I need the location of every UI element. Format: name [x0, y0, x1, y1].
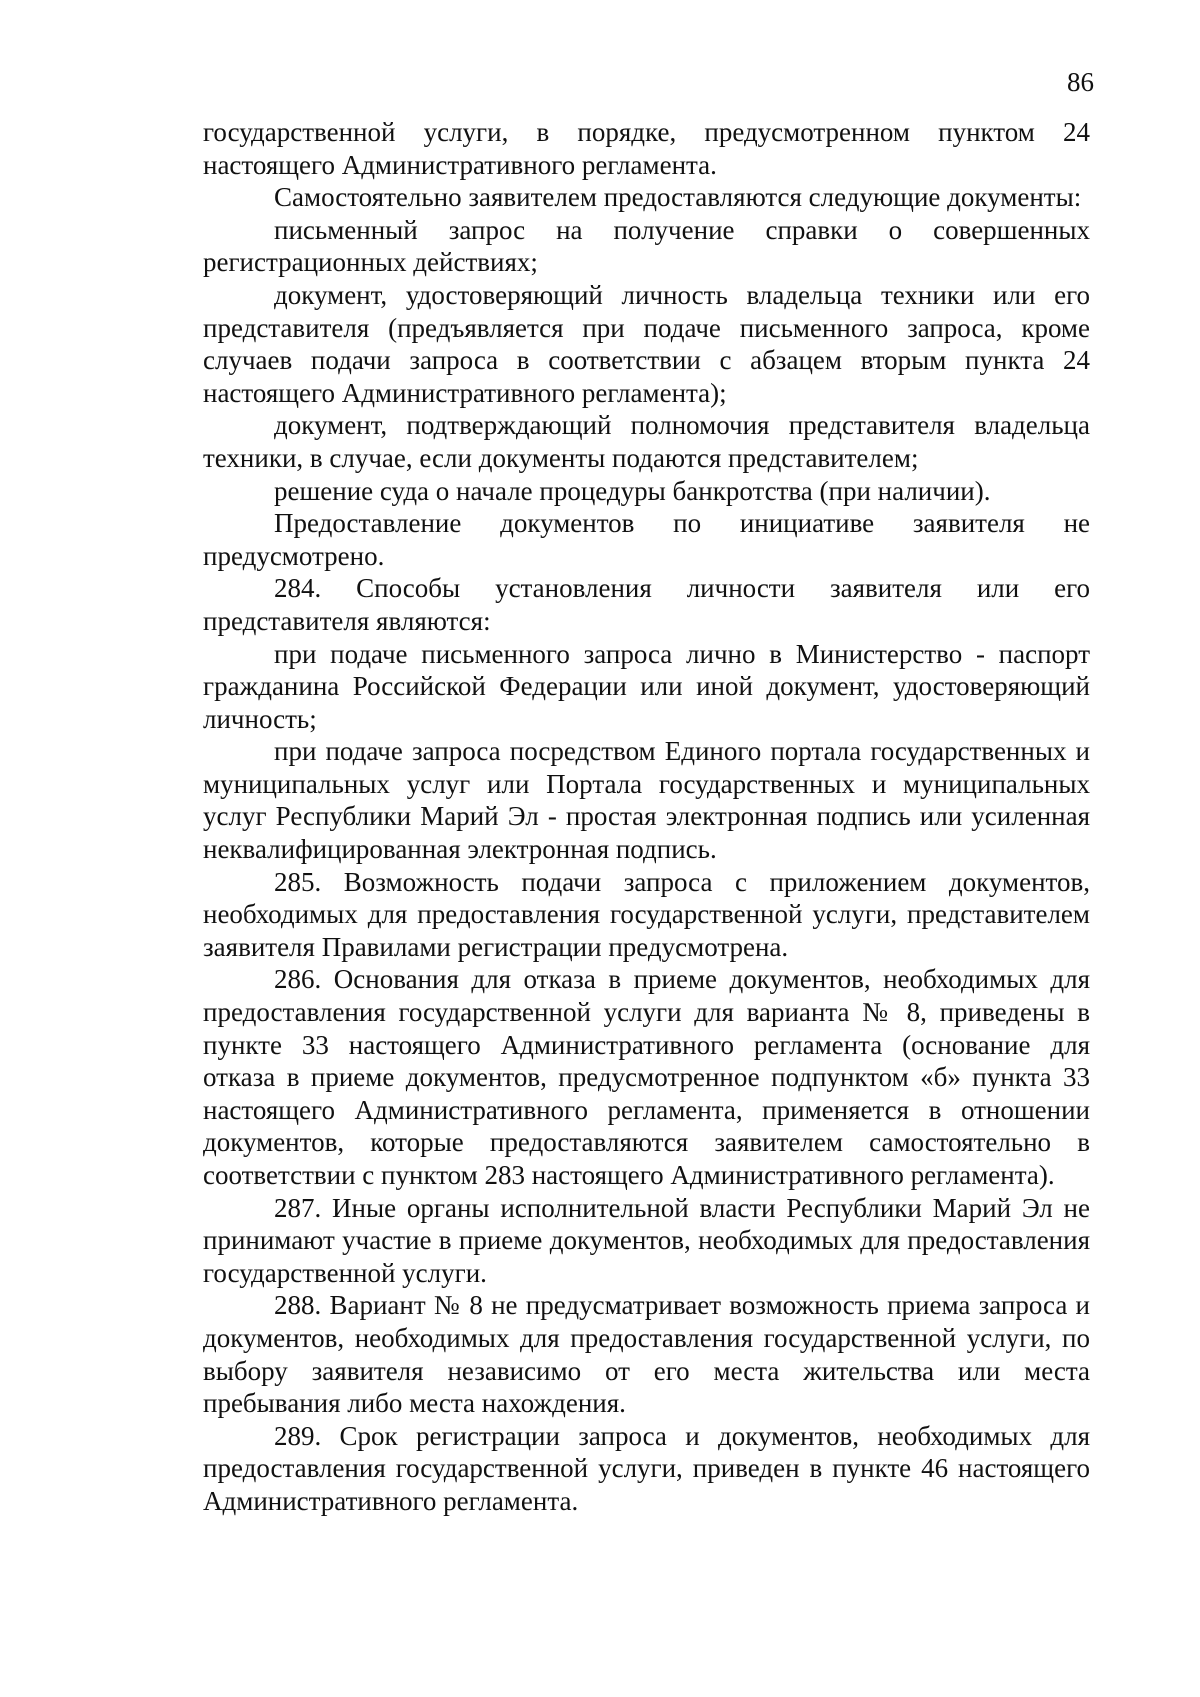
- paragraph-285: 285. Возможность подачи запроса с приложением документов, необходимых для предоставления государственной услуги, представителем заявителя Правилами регистрации предусмотрена.: [203, 866, 1090, 962]
- paragraph: Самостоятельно заявителем предоставляются следующие документы:: [274, 182, 1082, 213]
- paragraph: документ, подтверждающий полномочия представителя владельца техники, в случае, если документы подаются представителем;: [203, 410, 1090, 473]
- page-number: 86: [1067, 67, 1094, 97]
- paragraph-continuation: государственной услуги, в порядке, предусмотренном пунктом 24 настоящего Административного регламента.: [203, 117, 1090, 180]
- paragraph: решение суда о начале процедуры банкротства (при наличии).: [274, 475, 991, 506]
- paragraph: Предоставление документов по инициативе заявителя не предусмотрено.: [203, 508, 1090, 571]
- paragraph-287: 287. Иные органы исполнительной власти Республики Марий Эл не принимают участие в приеме документов, необходимых для предоставления государственной услуги.: [203, 1192, 1090, 1288]
- document-body: [203, 116, 1090, 1518]
- paragraph: письменный запрос на получение справки о совершенных регистрационных действиях;: [203, 214, 1090, 278]
- paragraph-286: 286. Основания для отказа в приеме документов, необходимых для предоставления государственной услуги для варианта № 8, приведены в пункте 33 настоящего Административного регламента (основание для отказа в приеме документов, предусмотренное подпунктом «б» пункта 33 настоящего Административного регламента, применяется в отношении документов, которые предоставляются заявителем самостоятельно в соответствии с пунктом 283 настоящего Административного регламента).: [203, 964, 1090, 1190]
- paragraph-284: 284. Способы установления личности заявителя или его представителя являются:: [203, 573, 1090, 636]
- paragraph-288: 288. Вариант № 8 не предусматривает возможность приема запроса и документов, необходимых для предоставления государственной услуги, по выбору заявителя независимо от его места жительства или места пребывания либо места нахождения.: [203, 1290, 1090, 1419]
- paragraph: при подаче запроса посредством Единого портала государственных и муниципальных услуг или Портала государственных и муниципальных услуг Республики Марий Эл - простая электронная подпись или усиленная неквалифицированная электронная подпись.: [203, 736, 1090, 865]
- paragraph: при подаче письменного запроса лично в Министерство - паспорт гражданина Российской Федерации или иной документ, удостоверяющий личность;: [203, 638, 1090, 734]
- paragraph-289: 289. Срок регистрации запроса и документов, необходимых для предоставления государственной услуги, приведен в пункте 46 настоящего Административного регламента.: [203, 1420, 1090, 1516]
- paragraph: документ, удостоверяющий личность владельца техники или его представителя (предъявляется при подаче письменного запроса, кроме случаев подачи запроса в соответствии с абзацем вторым пункта 24 настоящего Административного регламента);: [203, 279, 1090, 408]
